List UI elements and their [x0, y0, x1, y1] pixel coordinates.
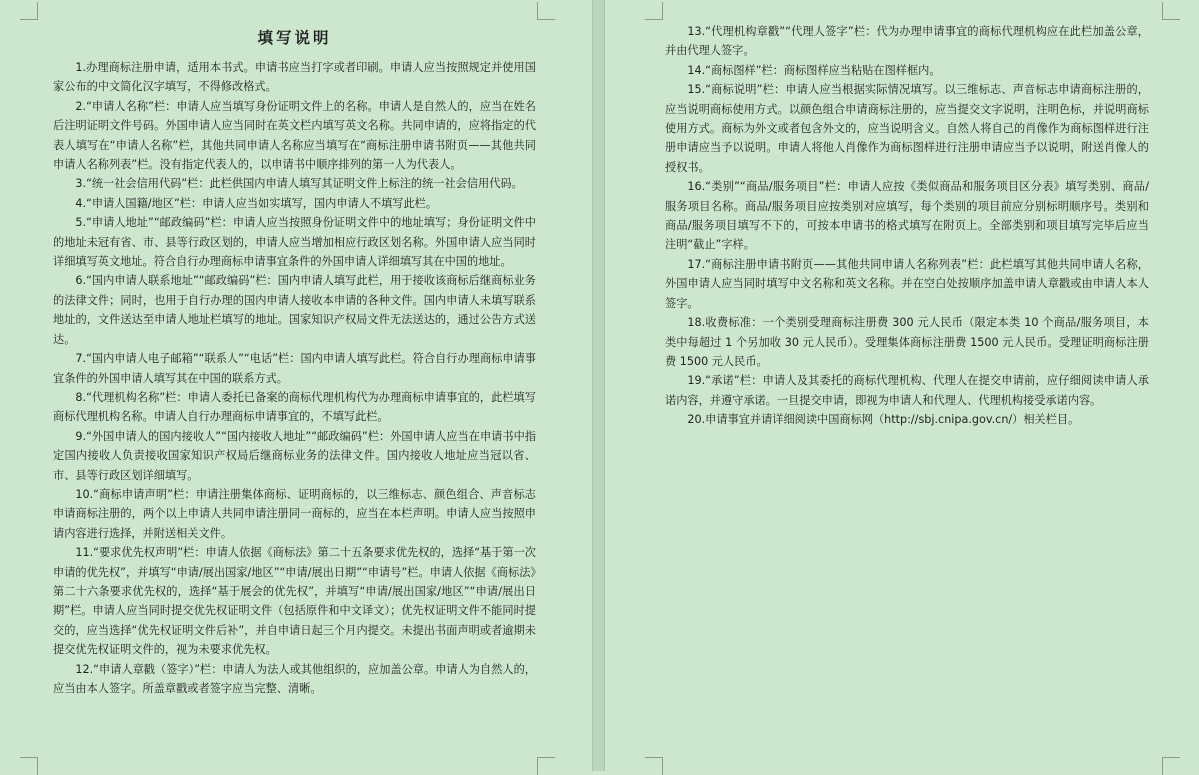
page-title: 填写说明 — [257, 29, 332, 47]
instruction-item-1: 1.办理商标注册申请，适用本书式。申请书应当打字或者印刷。申请人应当按照规定并使用国家公布的中文简化汉字填写，不得修改格式。 — [53, 61, 536, 94]
instruction-item-16: 16.“类别”“商品/服务项目”栏：申请人应按《类似商品和服务项目区分表》填写类别、商品/服务项目名称。商品/服务项目应按类别对应填写，每个类别的项目前应分别标明顺序号。类别和商品/服务项目填写不下的，可按本申请书的格式填写在附页上。全部类别和项目填写完毕后应当注明“截止”字样。 — [665, 180, 1149, 252]
document-page-left — [0, 0, 592, 771]
instruction-item-15: 15.“商标说明”栏：申请人应当根据实际情况填写。以三维标志、声音标志申请商标注册的，应当说明商标使用方式。以颜色组合申请商标注册的，应当提交文字说明，注明色标，并说明商标使用方式。商标为外文或者包含外文的，应当说明含义。自然人将自己的肖像作为商标图样进行注册申请应当予以说明。申请人将他人肖像作为商标图样进行注册申请应当予以说明，附送肖像人的授权书。 — [665, 83, 1149, 174]
instruction-item-13: 13.“代理机构章戳”“代理人签字”栏：代为办理申请事宜的商标代理机构应在此栏加盖公章，并由代理人签字。 — [665, 25, 1149, 58]
instruction-item-17: 17.“商标注册申请书附页——其他共同申请人名称列表”栏：此栏填写其他共同申请人名称，外国申请人应当同时填写中文名称和英文名称。并在空白处按顺序加盖申请人章戳或由申请人本人签字。 — [665, 257, 1149, 310]
instruction-item-3: 3.“统一社会信用代码”栏：此栏供国内申请人填写其证明文件上标注的统一社会信用代码。 — [75, 177, 523, 191]
instruction-item-5: 5.“申请人地址”“邮政编码”栏：申请人应当按照身份证明文件中的地址填写；身份证明文件中的地址未冠有省、市、县等行政区划的，申请人应当增加相应行政区划名称。外国申请人应当同时详细填写英文地址。符合自行办理商标申请事宜条件的外国申请人详细填写其在中国的地址。 — [53, 216, 536, 269]
instruction-item-9: 9.“外国申请人的国内接收人”“国内接收人地址”“邮政编码”栏：外国申请人应当在申请书中指定国内接收人负责接收国家知识产权局后继商标业务的法律文件。国内接收人地址应当冠以省、市、县等行政区划详细填写。 — [53, 429, 536, 482]
margin-marker-bottom-left — [20, 757, 38, 775]
margin-marker-bottom-left — [645, 757, 663, 775]
margin-marker-bottom-right — [537, 757, 555, 775]
page-gutter — [592, 0, 605, 771]
instruction-item-11: 11.“要求优先权声明”栏：申请人依据《商标法》第二十五条要求优先权的，选择“基于第一次申请的优先权”，并填写“申请/展出国家/地区”“申请/展出日期”“申请号”栏。申请人依据《商标法》第二十六条要求优先权的，选择“基于展会的优先权”，并填写“申请/展出国家/地区”“申请/展出日期”栏。申请人应当同时提交优先权证明文件（包括原件和中文译文）；优先权证明文件不能同时提交的，应当选择“优先权证明文件后补”，并自申请日起三个月内提交。未提出书面声明或者逾期未提交优先权证明文件的，视为未要求优先权。 — [53, 546, 536, 657]
instruction-item-2: 2.“申请人名称”栏：申请人应当填写身份证明文件上的名称。申请人是自然人的，应当在姓名后注明证明文件号码。外国申请人应当同时在英文栏内填写英文名称。共同申请的，应将指定的代表人填写在“申请人名称”栏，其他共同申请人名称应当填写在“商标注册申请书附页——其他共同申请人名称列表”栏。没有指定代表人的，以申请书中顺序排列的第一人为代表人。 — [53, 99, 536, 172]
instruction-item-7: 7.“国内申请人电子邮箱”“联系人”“电话”栏：国内申请人填写此栏。符合自行办理商标申请事宜条件的外国申请人填写其在中国的联系方式。 — [53, 352, 536, 385]
instruction-item-10: 10.“商标申请声明”栏：申请注册集体商标、证明商标的，以三维标志、颜色组合、声音标志申请商标注册的，两个以上申请人共同申请注册同一商标的，应当在本栏声明。申请人应当按照申请内容进行选择，并附送相关文件。 — [53, 487, 536, 540]
margin-marker-top-right — [1162, 2, 1180, 20]
document-page-right — [605, 0, 1199, 771]
margin-marker-bottom-right — [1162, 757, 1180, 775]
instruction-item-20: 20.申请事宜并请详细阅读中国商标网（http://sbj.cnipa.gov.cn/）相关栏目。 — [687, 413, 1080, 427]
instruction-item-14: 14.“商标图样”栏：商标图样应当粘贴在图样框内。 — [687, 63, 941, 77]
instruction-item-18: 18.收费标准：一个类别受理商标注册费 300 元人民币（限定本类 10 个商品/服务项目，本类中每超过 1 个另加收 30 元人民币）。受理集体商标注册费 1500 元人民币。受理证明商标注册费 1500 元人民币。 — [665, 316, 1149, 368]
instruction-item-6: 6.“国内申请人联系地址”“邮政编码”栏：国内申请人填写此栏，用于接收该商标后继商标业务的法律文件；同时，也用于自行办理的国内申请人接收本申请的各种文件。国内申请人未填写联系地址的，文件送达至申请人地址栏填写的地址。国家知识产权局文件无法送达的，通过公告方式送达。 — [53, 274, 536, 346]
left-page-content — [53, 18, 536, 698]
margin-marker-top-left — [20, 2, 38, 20]
instruction-item-19: 19.“承诺”栏：申请人及其委托的商标代理机构、代理人在提交申请前，应仔细阅读申请人承诺内容，并遵守承诺。一旦提交申请，即视为申请人和代理人、代理机构接受承诺内容。 — [665, 374, 1149, 407]
instruction-item-8: 8.“代理机构名称”栏：申请人委托已备案的商标代理机构代为办理商标申请事宜的，此栏填写商标代理机构名称。申请人自行办理商标申请事宜的，不填写此栏。 — [53, 390, 536, 424]
margin-marker-top-left — [645, 2, 663, 20]
instruction-item-12: 12.“申请人章戳（签字）”栏：申请人为法人或其他组织的，应加盖公章。申请人为自然人的，应当由本人签字。所盖章戳或者签字应当完整、清晰。 — [53, 662, 536, 695]
right-page-content — [665, 22, 1149, 430]
instruction-item-4: 4.“申请人国籍/地区”栏：申请人应当如实填写，国内申请人不填写此栏。 — [75, 196, 438, 210]
margin-marker-top-right — [537, 2, 555, 20]
